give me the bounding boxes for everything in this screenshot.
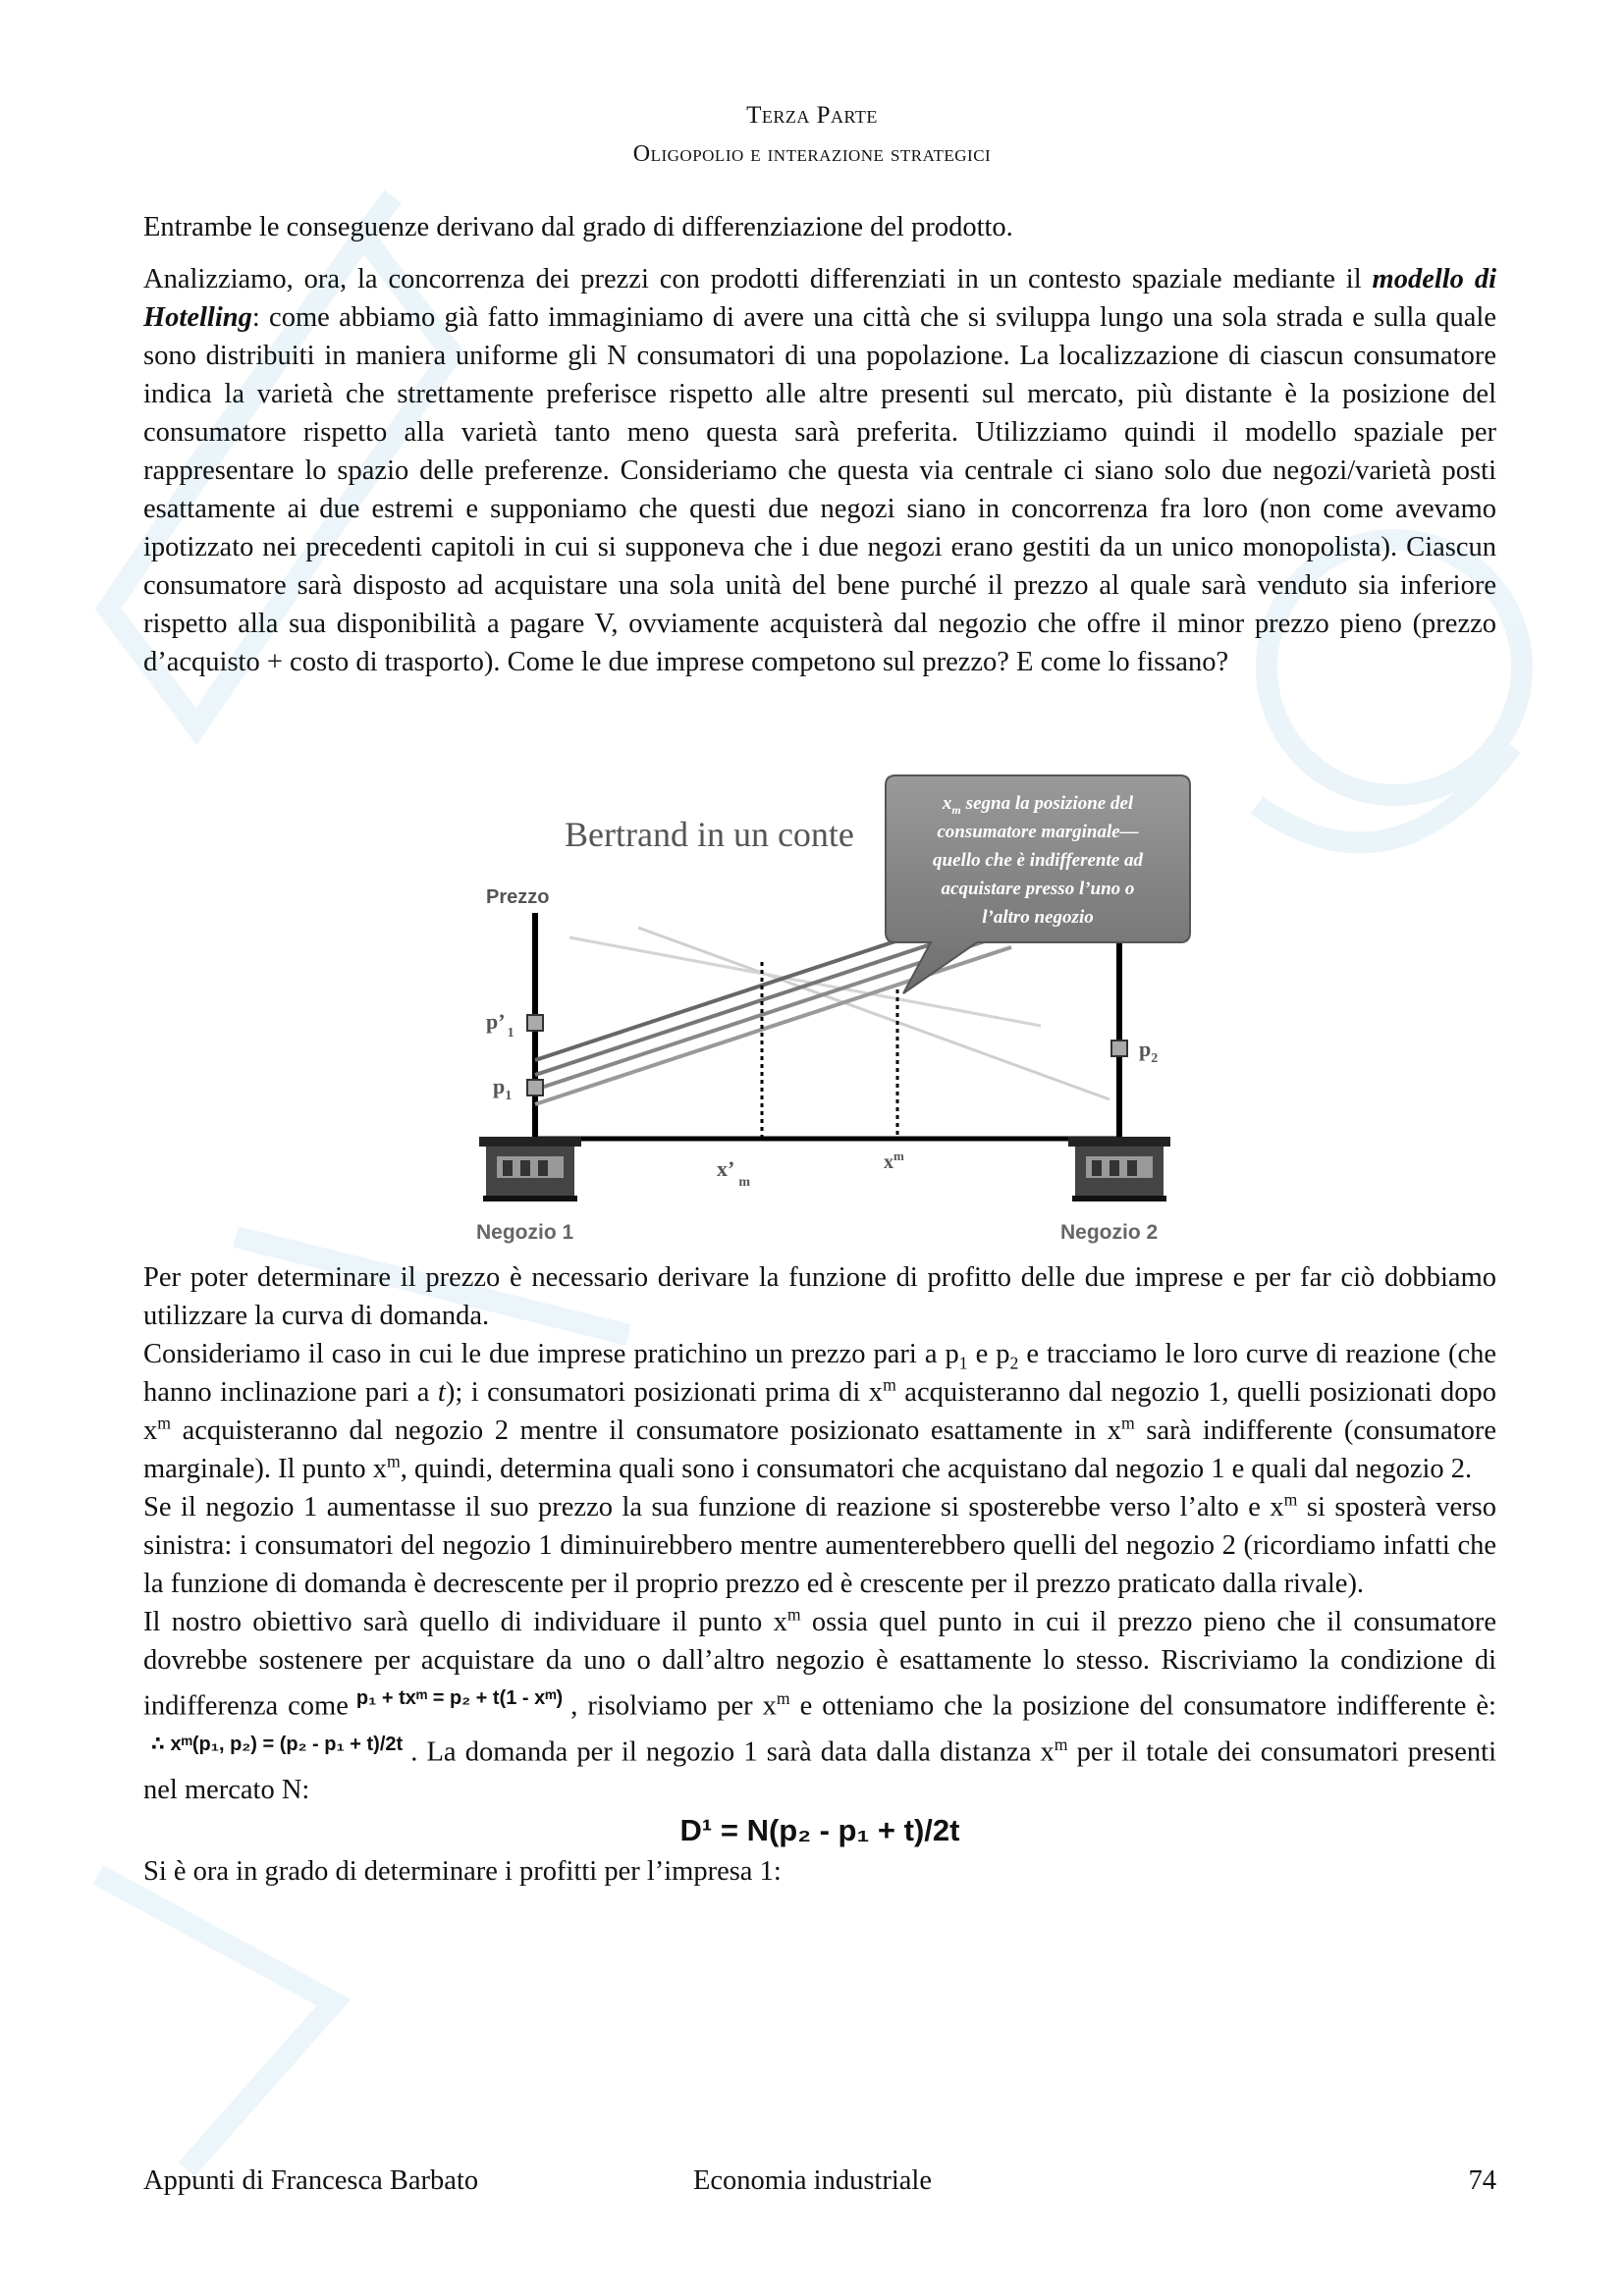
label-subscript: 1 bbox=[505, 1089, 513, 1103]
label-p1 bbox=[493, 1074, 512, 1103]
callout-line1 bbox=[942, 793, 1134, 817]
label-superscript: m bbox=[893, 1148, 904, 1163]
callout-line5: l’altro negozio bbox=[982, 907, 1094, 928]
demand-equation: D¹ = N(p₂ - p₁ + t)/2t bbox=[679, 1813, 960, 1847]
text-span: ossia quel punto in cui il prezzo pieno che il consumatore dovrebbe sostenere per acquistare da uno o dall’altro negozio è esattamente lo stesso. Riscriviamo la condizione di indifferenza come bbox=[143, 1607, 1496, 1722]
p1-prime-marker bbox=[527, 1015, 543, 1031]
slope-t: t bbox=[437, 1377, 446, 1408]
callout-line2: consumatore marginale— bbox=[937, 822, 1139, 842]
store1-icon bbox=[479, 1137, 581, 1201]
paragraph-indifference bbox=[143, 1603, 1496, 1809]
p1-marker bbox=[527, 1080, 543, 1095]
store2-icon bbox=[1068, 1137, 1170, 1201]
text-span: si sposterà verso sinistra: i consumatori del negozio 1 diminuirebbero mentre aumenterebbero quelli del negozio 2 (ricordiamo infatti che la funzione di domanda è decrescente per il proprio prezzo ed è crescente per il prezzo praticato dalla rivale). bbox=[143, 1492, 1496, 1599]
subscript: 2 bbox=[1009, 1353, 1019, 1373]
paragraph-profit: Per poter determinare il prezzo è necessario derivare la funzione di profitto delle due imprese e per far ciò dobbiamo utilizzare la curva di domanda. bbox=[143, 1262, 1496, 1331]
text-span: Analizziamo, ora, la concorrenza dei prezzi con prodotti differenziati in un contesto spaziale mediante il bbox=[143, 264, 1373, 294]
label-subscript: 2 bbox=[1151, 1051, 1159, 1066]
label-p1-prime bbox=[486, 1009, 514, 1041]
superscript: m bbox=[157, 1413, 171, 1433]
text-top bbox=[143, 208, 1496, 681]
text-span: per il totale dei consumatori presenti nel mercato N: bbox=[143, 1736, 1496, 1805]
marginal-consumer-equation: ∴ xᵐ(p₁, p₂) = (p₂ - p₁ + t)/2t bbox=[151, 1733, 404, 1755]
callout-text: segna la posizione del bbox=[965, 793, 1134, 814]
text-span: : come abbiamo già fatto immaginiamo di avere una città che si sviluppa lungo una sola strada e sulla quale sono distribuiti in maniera uniforme gli N consumatori di una popolazione. La localizzazione di ciascun consumatore indica la varietà che strettamente preferisce rispetto alle altre presenti sul mercato, più distante è la posizione del consumatore rispetto alla varietà tanto meno questa sarà preferita. Utilizziamo quindi il modello spaziale per rappresentare lo spazio delle preferenze. Consideriamo che questa via centrale ci siano solo due negozi/varietà posti esattamente ai due estremi e supponiamo che questi due negozi siano in concorrenza fra loro (non come avevamo ipotizzato nei precedenti capitoli in cui si supponeva che i due negozi erano gestiti da un unico monopolista). Ciascun consumatore sarà disposto ad acquistare una sola unità del bene purché il prezzo al quale sarà venduto sia inferiore rispetto alla sua disponibilità a pagare V, ovviamente acquisterà dal negozio che offre il minor prezzo pieno (prezzo d’acquisto + costo di trasporto). Come le due imprese competono sul prezzo? E come lo fissano? bbox=[143, 302, 1496, 677]
reaction-line-store2 bbox=[638, 928, 1110, 1099]
header-chapter: Oligopolio e interazione strategici bbox=[632, 141, 992, 167]
paragraph-profits-intro: Si è ora in grado di determinare i profitti per l’impresa 1: bbox=[143, 1856, 782, 1887]
callout-var: x bbox=[942, 793, 952, 814]
label-subscript: m bbox=[738, 1175, 750, 1190]
label-text: x’ bbox=[717, 1156, 735, 1181]
hotelling-diagram bbox=[432, 766, 1218, 1256]
text-span: , quindi, determina quali sono i consumatori che acquistano dal negozio 1 e quali dal negozio 2. bbox=[400, 1454, 1473, 1484]
label-text: p bbox=[1139, 1037, 1152, 1061]
label-xm bbox=[884, 1148, 904, 1173]
label-text: p’ bbox=[486, 1009, 506, 1034]
store1-label: Negozio 1 bbox=[476, 1221, 574, 1244]
y-axis-label: Prezzo bbox=[486, 886, 550, 908]
text-span: e otteniamo che la posizione del consumatore indifferente è: bbox=[789, 1690, 1496, 1722]
superscript: m bbox=[1054, 1734, 1068, 1754]
p2-marker bbox=[1111, 1041, 1127, 1056]
label-text: x bbox=[884, 1151, 893, 1173]
text-span: e tracciamo le loro curve di reazione (che hanno inclinazione pari a bbox=[143, 1339, 1496, 1408]
footer-course: Economia industriale bbox=[693, 2165, 932, 2196]
text-span: Il nostro obiettivo sarà quello di individuare il punto x bbox=[143, 1607, 787, 1637]
superscript: m bbox=[883, 1374, 896, 1395]
text-bottom bbox=[143, 1258, 1496, 1891]
callout-bubble bbox=[886, 775, 1190, 993]
figure-title: Bertrand in un conte bbox=[565, 815, 854, 854]
faded-line bbox=[569, 937, 1041, 1026]
superscript: m bbox=[776, 1688, 790, 1708]
text-span: Consideriamo il caso in cui le due imprese pratichino un prezzo pari a p bbox=[143, 1339, 959, 1369]
text-span: e p bbox=[967, 1339, 1010, 1369]
paragraph-hotelling bbox=[143, 260, 1496, 681]
text-span: sarà indifferente (consumatore marginale). Il punto x bbox=[143, 1415, 1496, 1484]
superscript: m bbox=[1121, 1413, 1135, 1433]
page-number: 74 bbox=[1468, 2165, 1496, 2196]
text-span: ); i consumatori posizionati prima di x bbox=[445, 1377, 884, 1408]
callout-line3: quello che è indifferente ad bbox=[933, 850, 1143, 871]
label-p2 bbox=[1139, 1037, 1158, 1066]
paragraph-price-increase bbox=[143, 1488, 1496, 1603]
hotelling-model-term: modello di Hotelling bbox=[143, 264, 1496, 333]
text-span: acquisteranno dal negozio 2 mentre il consumatore posizionato esattamente in x bbox=[170, 1415, 1122, 1446]
footer-author: Appunti di Francesca Barbato bbox=[143, 2165, 479, 2196]
label-xm-prime bbox=[717, 1156, 750, 1190]
superscript: m bbox=[387, 1451, 401, 1471]
hotelling-figure bbox=[432, 766, 1218, 1256]
header-part: Terza Parte bbox=[746, 102, 878, 129]
store2-label: Negozio 2 bbox=[1060, 1221, 1159, 1244]
paragraph-reaction bbox=[143, 1335, 1496, 1488]
reaction-line bbox=[535, 947, 1011, 1104]
paragraph-intro: Entrambe le conseguenze derivano dal grado di differenziazione del prodotto. bbox=[143, 212, 1013, 242]
callout-var-sub: m bbox=[951, 803, 961, 817]
indifference-equation: p₁ + txᵐ = p₂ + t(1 - xᵐ) bbox=[355, 1687, 564, 1709]
text-span: , risolviamo per x bbox=[570, 1690, 777, 1722]
superscript: m bbox=[1283, 1489, 1298, 1510]
footer bbox=[143, 2165, 1496, 2205]
callout-line4: acquistare presso l’uno o bbox=[941, 879, 1135, 899]
label-text: p bbox=[493, 1074, 506, 1098]
text-span: acquisteranno dal negozio 1, quelli posizionati dopo x bbox=[143, 1377, 1496, 1446]
label-subscript: 1 bbox=[507, 1026, 514, 1041]
text-span: Se il negozio 1 aumentasse il suo prezzo la sua funzione di reazione si sposterebbe verso l’alto e x bbox=[143, 1492, 1284, 1522]
text-span: . La domanda per il negozio 1 sarà data dalla distanza x bbox=[410, 1736, 1055, 1767]
superscript: m bbox=[786, 1604, 801, 1625]
subscript: 1 bbox=[958, 1353, 968, 1373]
